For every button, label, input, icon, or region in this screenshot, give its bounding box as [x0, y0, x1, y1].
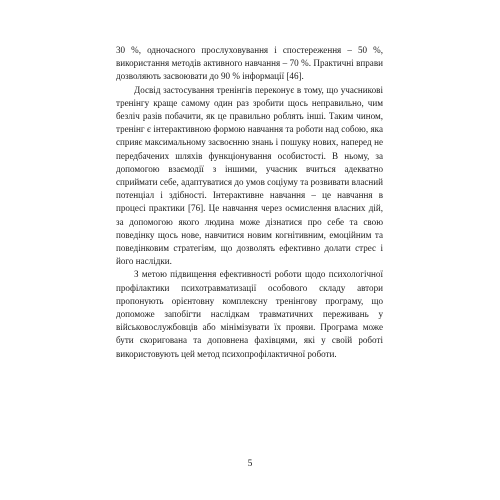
paragraph-trainings-experience: Досвід застосування тренінгів переконує в тому, що учасникові тренінгу краще самому один раз зробити щось неправильно, чим безліч разів побачити, як це правильно роблять інші. Таким чином, тренінг є інтерактивною формою навчання та роботи над собою, яка сприяє максимальному засвоєнню знань і пошуку нових, наперед не передбачених шляхів функціонування особистості. В ньому, за допомогою взаємодії з іншими, учасник вчиться адекватно сприймати себе, адаптуватися до умов соціуму та розвивати власний потенціал і здібності. Інтерактивне навчання – це навчання в процесі практики [76]. Це навчання через осмислення власних дій, за допомогою якого людина може дізнатися про себе та свою поведінку щось нове, навчитися новим когнітивним, емоційним та поведінковим стратегіям, що дозволять ефективно долати стрес і його наслідки. [116, 84, 383, 267]
paragraph-training-program: З метою підвищення ефективності роботи щодо психологічної профілактики психотравматизації особового складу автори пропонують орієнтовну комплексну тренінгову програму, що допоможе запобігти наслідкам травматичних переживань у військовослужбовців або мінімізувати їх прояви. Програма може бути скоригована та доповнена фахівцями, які у своїй роботі використовують цей метод психопрофілактичної роботи. [116, 269, 383, 359]
page-number: 5 [247, 459, 253, 469]
paragraph-continuation: 30 %, одночасного прослуховування і спостереження – 50 %, використання методів активного навчання – 70 %. Практичні вправи дозволяють засвоювати до 90 % інформації [46]. [116, 45, 383, 82]
body-text [116, 44, 383, 361]
